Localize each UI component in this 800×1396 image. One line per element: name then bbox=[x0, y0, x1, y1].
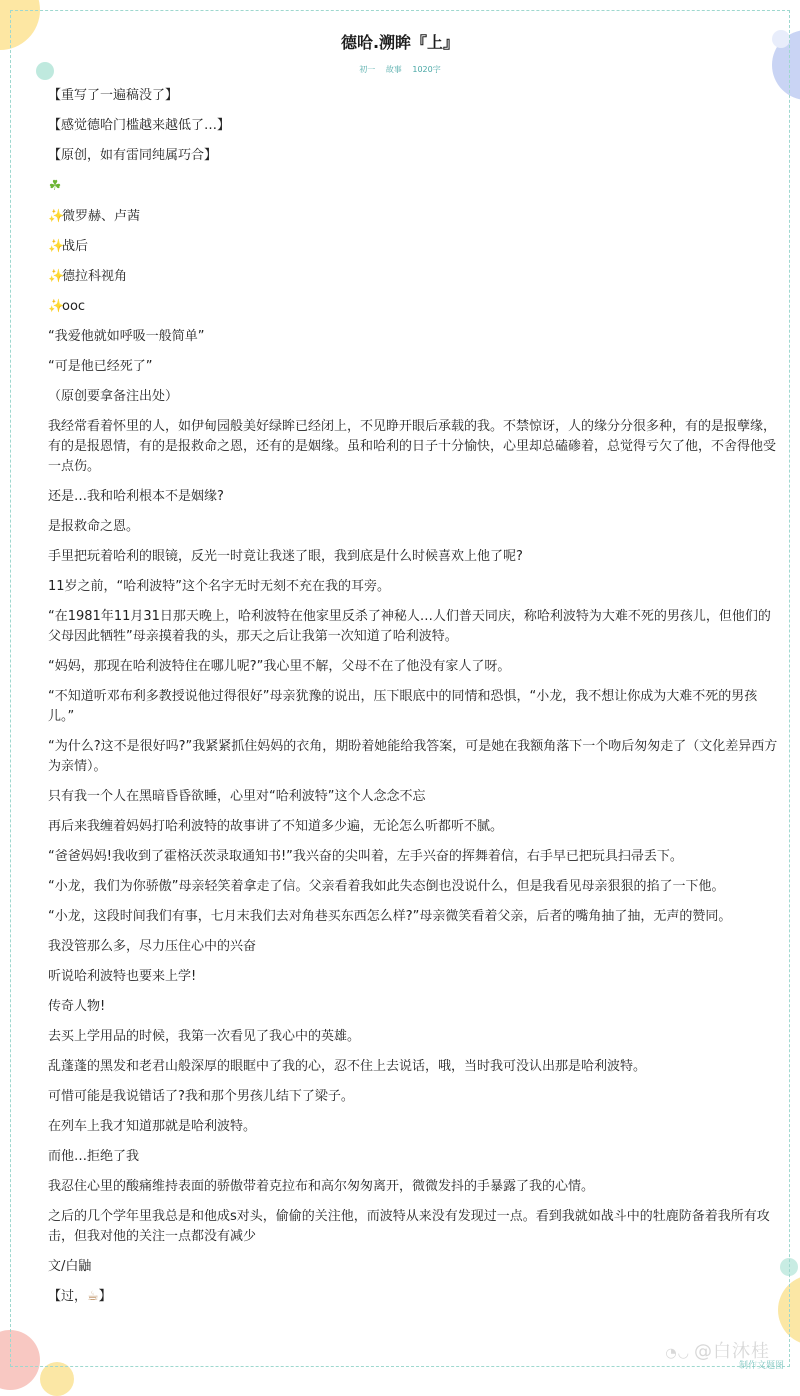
tag-line bbox=[48, 237, 780, 257]
note-line: 【感觉德哈门槛越来越低了…】 bbox=[48, 118, 231, 133]
meta-grade: 初一 bbox=[359, 65, 376, 74]
tag-line bbox=[48, 267, 780, 287]
paragraph: “小龙，我们为你骄傲”母亲轻笑着拿走了信。父亲看着我如此失态倒也没说什么，但是我看见母亲狠狠的掐了一下他。 bbox=[48, 879, 725, 894]
sparkle-icon: ✨ bbox=[48, 239, 65, 254]
paragraph: 在列车上我才知道那就是哈利波特。 bbox=[48, 1119, 257, 1134]
paragraph: 之后的几个学年里我总是和他成s对头，偷偷的关注他，而波特从来没有发现过一点。看到我就如战斗中的牡鹿防备着我所有攻击，但我对他的关注一点都没有减少 bbox=[48, 1209, 770, 1244]
sparkle-icon: ✨ bbox=[48, 269, 65, 284]
article-body bbox=[48, 86, 780, 1317]
paragraph: 只有我一个人在黑暗昏昏欲睡，心里对“哈利波特”这个人念念不忘 bbox=[48, 789, 426, 804]
paragraph: “爸爸妈妈!我收到了霍格沃茨录取通知书!”我兴奋的尖叫着，左手兴奋的挥舞着信，右手早已把玩具扫帚丢下。 bbox=[48, 849, 683, 864]
meta-word-count: 1020字 bbox=[412, 65, 441, 74]
paragraph: 我没管那么多，尽力压住心中的兴奋 bbox=[48, 939, 257, 954]
platform-logo-icon: ◔◡ bbox=[665, 1346, 690, 1361]
note-line: 【重写了一遍稿没了】 bbox=[48, 88, 179, 103]
tag-line bbox=[48, 297, 780, 317]
quote-line: “可是他已经死了” bbox=[48, 359, 153, 374]
paragraph: 去买上学用品的时候，我第一次看见了我心中的英雄。 bbox=[48, 1029, 361, 1044]
coffee-cup-icon: ☕ bbox=[87, 1289, 99, 1304]
ending-line bbox=[48, 1287, 780, 1307]
paragraph: 是报救命之恩。 bbox=[48, 519, 140, 534]
tag-text: 微罗赫、卢茜 bbox=[62, 209, 141, 224]
quote-line: “我爱他就如呼吸一般简单” bbox=[48, 329, 205, 344]
paragraph: 我忍住心里的酸痛维持表面的骄傲带着克拉布和高尔匆匆离开，微微发抖的手暴露了我的心情。 bbox=[48, 1179, 595, 1194]
note-line: 【原创，如有雷同纯属巧合】 bbox=[48, 148, 218, 163]
sparkle-icon: ✨ bbox=[48, 209, 65, 224]
tag-text: 战后 bbox=[62, 239, 89, 254]
paragraph: 我经常看着怀里的人，如伊甸园般美好绿眸已经闭上，不见睁开眼后承载的我。不禁惊讶，人的缘分分很多种，有的是报孽缘，有的是报恩情，有的是报救命之恩，还有的是姻缘。虽和哈利的日子十分愉快，心里却总磕碜着，总觉得亏欠了他，不舍得他受一点伤。 bbox=[48, 419, 777, 474]
source-note: （原创要拿备注出处） bbox=[48, 389, 179, 404]
tag-text: ooc bbox=[62, 299, 86, 314]
paragraph: 可惜可能是我说错话了?我和那个男孩儿结下了梁子。 bbox=[48, 1089, 354, 1104]
paragraph: “为什么?这不是很好吗?”我紧紧抓住妈妈的衣角，期盼着她能给我答案，可是她在我额角落下一个吻后匆匆走了（文化差异西方为亲情）。 bbox=[48, 739, 778, 774]
paragraph: “在1981年11月31日那天晚上，哈利波特在他家里反杀了神秘人…人们普天同庆，称哈利波特为大难不死的男孩儿，但他们的父母因此牺牲”母亲摸着我的头，那天之后让我第一次知道了哈利波特。 bbox=[48, 609, 771, 644]
made-by-label: 制作文题图 bbox=[738, 1361, 784, 1371]
article-meta bbox=[0, 64, 800, 75]
ending-bracket: 】 bbox=[98, 1289, 112, 1304]
tag-line bbox=[48, 207, 780, 227]
decor-circle-yellow-bottom-left bbox=[40, 1362, 74, 1396]
page-title: 德哈.溯眸『上』 bbox=[340, 33, 460, 52]
paragraph: “不知道听邓布利多教授说他过得很好”母亲犹豫的说出，压下眼底中的同情和恐惧，“小龙，我不想让你成为大难不死的男孩儿。” bbox=[48, 689, 758, 724]
paragraph: 乱蓬蓬的黑发和老君山般深厚的眼眶中了我的心，忍不住上去说话，哦，当时我可没认出那是哈利波特。 bbox=[48, 1059, 647, 1074]
meta-genre: 故事 bbox=[385, 65, 402, 74]
ending-text: 【过， bbox=[48, 1289, 88, 1304]
paragraph: 11岁之前，“哈利波特”这个名字无时无刻不充在我的耳旁。 bbox=[48, 579, 391, 594]
paragraph: 听说哈利波特也要来上学! bbox=[48, 969, 197, 984]
paragraph: 传奇人物! bbox=[48, 999, 106, 1014]
paragraph: “妈妈，那现在哈利波特住在哪儿呢?”我心里不解，父母不在了他没有家人了呀。 bbox=[48, 659, 511, 674]
paragraph: 还是…我和哈利根本不是姻缘? bbox=[48, 489, 224, 504]
tag-text: 德拉科视角 bbox=[62, 269, 128, 284]
paragraph: “小龙，这段时间我们有事，七月末我们去对角巷买东西怎么样?”母亲微笑看着父亲，后者的嘴角抽了抽，无声的赞同。 bbox=[48, 909, 732, 924]
clover-line bbox=[48, 176, 780, 197]
signature: 文/白鼬 bbox=[48, 1259, 92, 1274]
sparkle-icon: ✨ bbox=[48, 299, 65, 314]
paragraph: 而他…拒绝了我 bbox=[48, 1149, 140, 1164]
paragraph: 再后来我缠着妈妈打哈利波特的故事讲了不知道多少遍，无论怎么听都听不腻。 bbox=[48, 819, 504, 834]
paragraph: 手里把玩着哈利的眼镜，反光一时竟让我迷了眼，我到底是什么时候喜欢上他了呢? bbox=[48, 549, 523, 564]
clover-icon: ☘ bbox=[48, 178, 62, 194]
watermark-text: @白沐桂 bbox=[694, 1341, 770, 1362]
